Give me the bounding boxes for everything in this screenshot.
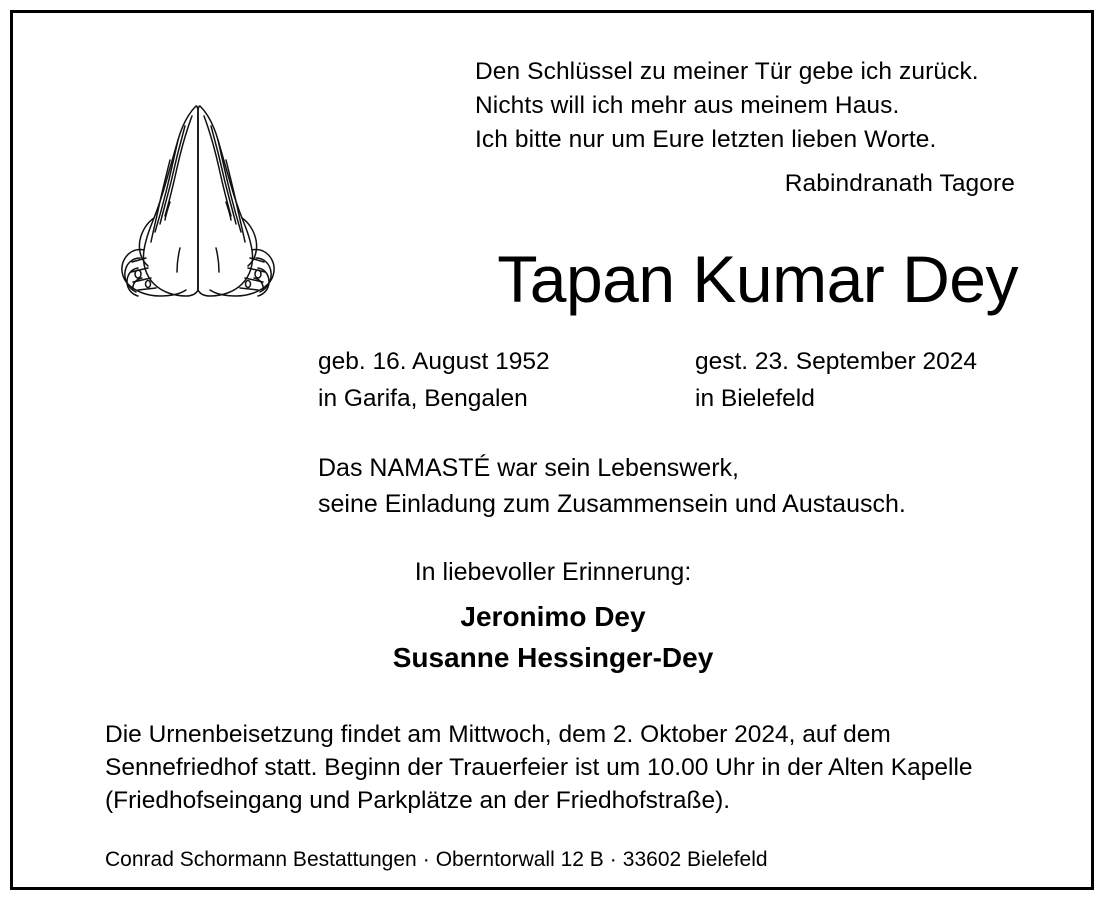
funeral-home-footer [105,846,1005,874]
birth-date: geb. 16. August 1952 [318,348,550,375]
tribute-line-2: seine Einladung zum Zusammensein und Austausch. [318,490,906,518]
footer-separator-2: · [609,848,617,871]
quote-author: Rabindranath Tagore [784,170,1015,197]
quote-line-1: Den Schlüssel zu meiner Tür gebe ich zurück. [475,58,979,85]
tribute-line-1: Das NAMASTÉ war sein Lebenswerk, [318,454,739,482]
death-place: in Bielefeld [695,385,815,412]
memorial-block [193,554,913,678]
memorial-intro: In liebevoller Erinnerung: [414,558,692,586]
ceremony-line-2: Sennefriedhof statt. Beginn der Trauerfeier ist um 10.00 Uhr in der Alten Kapelle [105,754,973,781]
praying-hands-icon [108,98,288,348]
ceremony-line-3: (Friedhofseingang und Parkplätze an der Friedhofstraße). [105,787,731,814]
dates-row-primary [318,343,1018,380]
quote-block [475,55,1015,201]
deceased-name: Tapan Kumar Dey [497,242,1018,316]
death-date: gest. 23. September 2024 [695,348,977,375]
life-dates [318,343,1018,417]
birth-place: in Garifa, Bengalen [318,385,528,412]
funeral-home-city: 33602 Bielefeld [622,848,768,871]
ceremony-line-1: Die Urnenbeisetzung findet am Mittwoch, dem 2. Oktober 2024, auf dem [105,721,891,748]
ceremony-details [105,718,1005,817]
funeral-home-name: Conrad Schormann Bestattungen [105,848,417,871]
memorial-name-2: Susanne Hessinger-Dey [392,642,714,673]
funeral-home-address: Oberntorwall 12 B [435,848,604,871]
tribute-block [318,450,1038,522]
footer-separator-1: · [422,848,430,871]
dates-row-places [318,380,1018,417]
quote-line-3: Ich bitte nur um Eure letzten lieben Worte. [475,126,937,153]
memorial-name-1: Jeronimo Dey [460,601,646,632]
notice-content [13,13,1091,887]
quote-line-2: Nichts will ich mehr aus meinem Haus. [475,92,900,119]
